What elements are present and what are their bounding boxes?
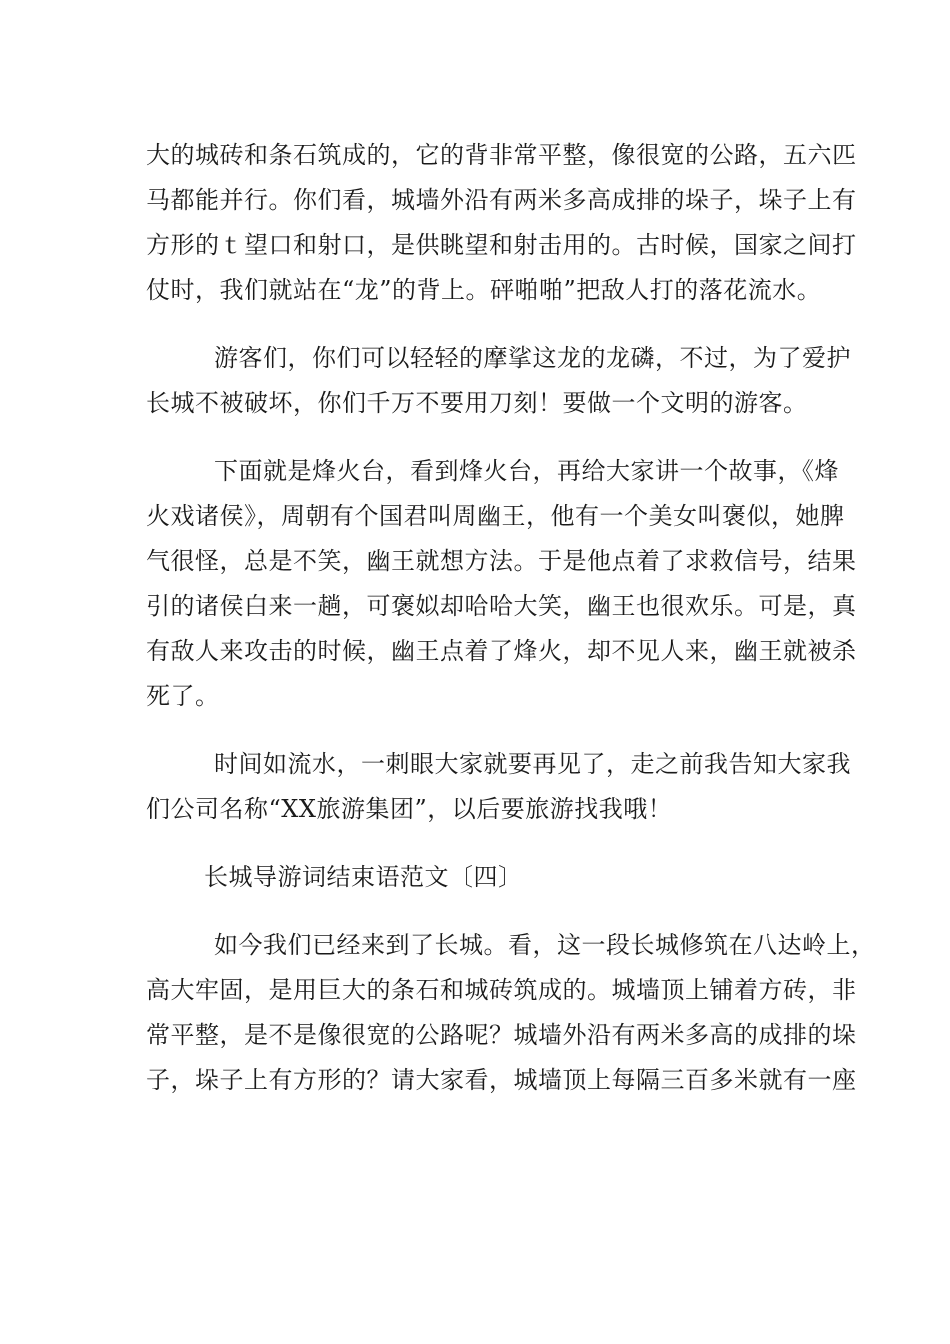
paragraph-4 bbox=[146, 742, 851, 832]
text-line: 如今我们已经来到了长城。看，这一段长城修筑在八达岭上， bbox=[214, 931, 876, 959]
text-line: 大的城砖和条石筑成的，它的背非常平整，像很宽的公路，五六匹 bbox=[146, 141, 857, 169]
text-line: 常平整，是不是像很宽的公路呢？城墙外沿有两米多高的成排的垛 bbox=[146, 1021, 857, 1049]
text-line: 下面就是烽火台，看到烽火台，再给大家讲一个故事，《烽 bbox=[214, 457, 839, 485]
text-line: 仗时，我们就站在“龙”的背上。砰啪啪”把敌人打的落花流水。 bbox=[146, 276, 822, 304]
text-line: 马都能并行。你们看，城墙外沿有两米多高成排的垛子，垛子上有 bbox=[146, 186, 857, 214]
text-line: 时间如流水，一刺眼大家就要再见了，走之前我告知大家我 bbox=[214, 750, 851, 778]
text-line: 引的诸侯白来一趟，可褒姒却哈哈大笑，幽王也很欢乐。可是，真 bbox=[146, 592, 857, 620]
text-line: 们公司名称“XX旅游集团”，以后要旅游找我哦！ bbox=[146, 795, 673, 823]
section-heading bbox=[146, 855, 826, 900]
text-line: 方形的ｔ望口和射口，是供眺望和射击用的。古时候，国家之间打 bbox=[146, 231, 857, 259]
paragraph-2 bbox=[146, 336, 851, 426]
text-line: 死了。 bbox=[146, 682, 220, 710]
text-line: 气很怪，总是不笑，幽王就想方法。于是他点着了求救信号，结果 bbox=[146, 547, 857, 575]
text-line: 长城不被破坏，你们千万不要用刀刻！要做一个文明的游客。 bbox=[146, 389, 808, 417]
text-line: 游客们，你们可以轻轻的摩挲这龙的龙磷，不过，为了爱护 bbox=[214, 344, 851, 372]
text-line: 火戏诸侯》，周朝有个国君叫周幽王，他有一个美女叫褒似，她脾 bbox=[146, 502, 845, 530]
text-line: 子，垛子上有方形的？请大家看，城墙顶上每隔三百多米就有一座 bbox=[146, 1066, 857, 1094]
document-body bbox=[146, 133, 876, 1103]
text-line: 有敌人来攻击的时候，幽王点着了烽火，却不见人来，幽王就被杀 bbox=[146, 637, 857, 665]
paragraph-5 bbox=[146, 923, 876, 1103]
paragraph-3 bbox=[146, 449, 857, 719]
text-line: 高大牢固，是用巨大的条石和城砖筑成的。城墙顶上铺着方砖，非 bbox=[146, 976, 857, 1004]
paragraph-1 bbox=[146, 133, 857, 313]
heading-text: 长城导游词结束语范文〔四〕 bbox=[204, 863, 523, 891]
